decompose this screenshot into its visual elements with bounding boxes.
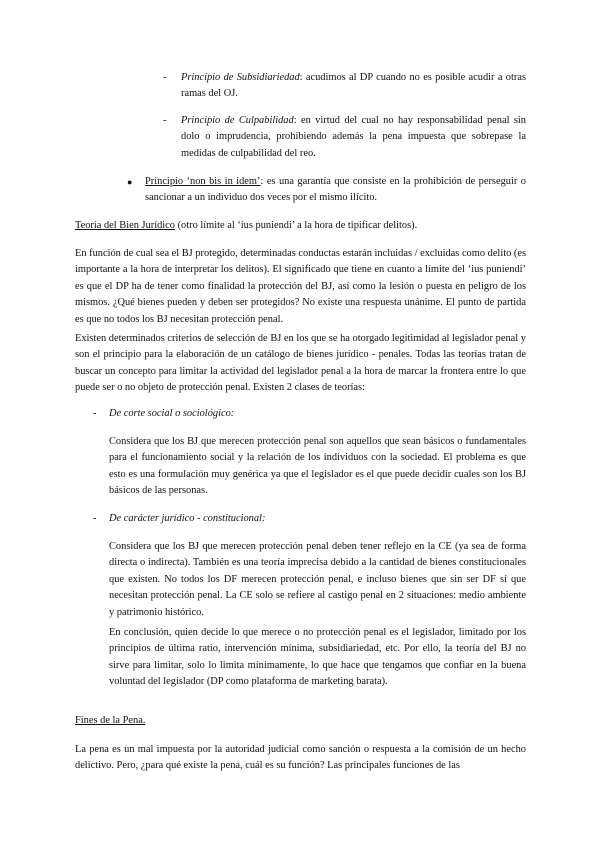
theory-paragraph (109, 434, 526, 500)
section-heading-fines-pena (75, 713, 526, 729)
paragraph-text: Considera que los BJ que merecen protección penal deben tener reflejo en la CE (ya sea de forma directa o indirecta). También es una teoría imprecisa debido a la cantidad de bienes constitucionales que existen. No todos los DF merecen protección penal, e incluso bienes que sin ser DF sí que necesitan protección penal. La CE solo se refiere al castigo penal en 2 situaciones: medio ambiente y patrimonio histórico. (109, 541, 526, 618)
heading-note: (otro límite al ‘ius puniendi’ a la hora de tipificar delitos). (174, 220, 418, 231)
culpability-bullet (181, 113, 526, 162)
paragraph-text: Existen determinados criterios de selección de BJ en los que se ha otorgado legitimidad al legislador penal y son el principio para la elaboración de un catálogo de bienes jurídico - penales. Todas las teorías tratan de buscar un concepto para limitar la actividad del legislador penal a la hora de marcar la frontera entre lo que puede ser o no objeto de protección penal. Existen 2 clases de teorías: (75, 333, 526, 394)
dash-marker: - (163, 115, 167, 126)
bullet-text: : en virtud del cual no hay responsabilidad penal sin dolo o imprudencia, prohibiendo además la pena impuesta que sobrepase la medidas de culpabilidad del reo. (181, 115, 526, 159)
paragraph-text: En conclusión, quien decide lo que merece o no protección penal es el legislador, limitado por los principios de última ratio, intervención mínima, subsidiariedad, etc. Por ello, la teoría del BJ no sirve para limitar, solo lo limita mínimamente, lo que hace que tengamos que confiar en la buena voluntad del legislador (DP como plataforma de marketing barata). (109, 627, 526, 688)
theory-title-text: De carácter jurídico - constitucional: (109, 513, 266, 524)
heading-title: Fines de la Pena. (75, 715, 146, 726)
subsidiarity-bullet (181, 70, 526, 103)
dash-marker: - (93, 513, 97, 524)
paragraph-text: En función de cual sea el BJ protegido, determinadas conductas estarán incluidas / excluidas como delito (es importante a la hora de interpretar los delitos). El significado que tiene en cuanto a límite del ‘ius puniendi’ es que el DP ha de tener como finalidad la protección del BJ, así como la lesión o puesta en peligro de los mismos. ¿Qué bienes pueden y deben ser protegidos? No existe una respuesta unánime. El punto de partida es que no todos los BJ necesitan protección penal. (75, 248, 526, 325)
dash-marker: - (163, 72, 167, 83)
bullet-text: : acudimos al DP cuando no es posible acudir a otras ramas del OJ. (181, 72, 526, 100)
non-bis-in-idem-bullet (145, 174, 526, 207)
conclusion-paragraph (109, 625, 526, 691)
paragraph-text: La pena es un mal impuesta por la autoridad judicial como sanción o respuesta a la comisión de un hecho delictivo. Pero, ¿para qué existe la pena, cuál es su función? Las principales funciones de las (75, 744, 526, 772)
section-heading-bien-juridico (75, 218, 526, 234)
paragraph (75, 246, 526, 328)
theory-paragraph (109, 539, 526, 621)
bullet-term: Principio de Subsidiariedad (181, 72, 300, 83)
paragraph-text: Considera que los BJ que merecen protección penal son aquellos que sean básicos o fundamentales para el funcionamiento social y la relación de los individuos con la sociedad. El problema es que esto es una formulación muy genérica ya que el legislador es el que puede decidir cuales son los BJ básicos de las personas. (109, 436, 526, 497)
bullet-dot: ● (127, 177, 133, 187)
bullet-text: : es una garantía que consiste en la prohibición de perseguir o sancionar a un individuo dos veces por el mismo ilícito. (145, 176, 526, 204)
bullet-term: Principio ‘non bis in idem’ (145, 176, 261, 187)
bullet-term: Principio de Culpabilidad (181, 115, 294, 126)
theory-title (109, 511, 526, 527)
dash-marker: - (93, 408, 97, 419)
paragraph (75, 742, 526, 775)
theory-title (109, 406, 526, 422)
theory-title-text: De corte social o sociológico: (109, 408, 235, 419)
paragraph (75, 331, 526, 397)
heading-title: Teoría del Bien Jurídico (75, 220, 175, 231)
